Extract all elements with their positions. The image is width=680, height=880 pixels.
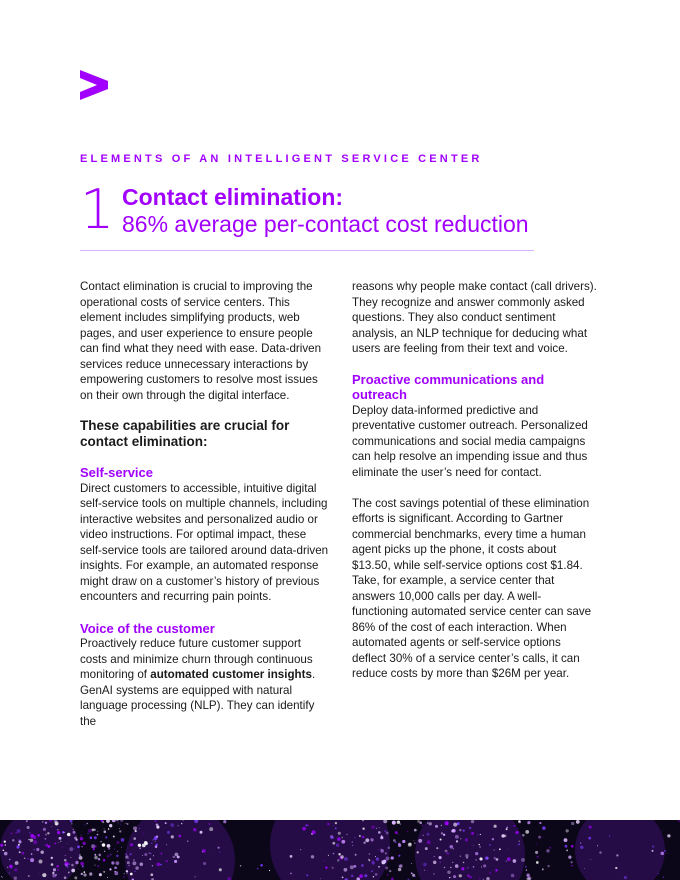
accenture-logo-icon — [80, 70, 110, 102]
voc-text-1: Proactively reduce future customer support costs and minimize churn through continuous monitoring of — [80, 637, 313, 681]
section-eyebrow: ELEMENTS OF AN INTELLIGENT SERVICE CENTER — [80, 153, 483, 165]
voice-of-customer-heading: Voice of the customer — [80, 620, 215, 636]
footer-particle-graphic — [0, 820, 680, 880]
proactive-paragraph: Deploy data-informed predictive and preventative customer outreach. Personalized communications and social media campaigns can help resolve an impending issue and thus eliminate the user’s need for contact. — [352, 403, 588, 479]
left-column — [80, 279, 330, 729]
voice-of-customer-continued: reasons why people make contact (call drivers). They recognize and answer commonly asked questions. They also conduct sentiment analysis, an NLP technique for deducing what users are feeling from their text and voice. — [352, 280, 597, 355]
capabilities-heading: These capabilities are crucial for contact elimination: — [80, 418, 290, 449]
intro-paragraph: Contact elimination is crucial to improving the operational costs of service centers. This element includes simplifying products, web pages, and user experience to ensure people can find what they need with ease. Data-driven services reduce unnecessary interactions by empowering customers to resolve most issues on their own through the digital interface. — [80, 280, 322, 402]
voc-text-bold: automated customer insights — [150, 668, 312, 681]
page-title: Contact elimination: — [122, 184, 344, 210]
self-service-paragraph: Direct customers to accessible, intuitive digital self-service tools on multiple channels, including interactive websites and personalized audio or video instructions. For optimal impact, these self-service tools are tailored around data-driven insights. For example, an automated response might draw on a customer’s history of previous encounters and recurring pain points. — [80, 481, 329, 603]
self-service-heading: Self-service — [80, 465, 153, 480]
cost-savings-paragraph: The cost savings potential of these elimination efforts is significant. According to Gartner commercial benchmarks, every time a human agent picks up the phone, it costs about $13.50, while self-service options cost $1.84. Take, for example, a service center that answers 10,000 calls per day. A well-functioning automated service center can save 86% of the cost of each interaction. When automated agents or self-service options deflect 30% of a service center’s calls, it can reduce costs by more than $26M per year. — [352, 496, 592, 680]
title-divider — [80, 250, 534, 251]
page-subtitle: 86% average per-contact cost reduction — [122, 211, 529, 237]
voc-text-2: . GenAI systems are equipped with natural language processing (NLP). They can identify the — [80, 668, 316, 728]
section-number: 1 — [80, 178, 115, 241]
purple-particle-dots — [0, 820, 680, 880]
voice-of-customer-paragraph — [80, 636, 330, 729]
right-column — [352, 279, 597, 682]
proactive-heading: Proactive communications and outreach — [352, 371, 545, 402]
